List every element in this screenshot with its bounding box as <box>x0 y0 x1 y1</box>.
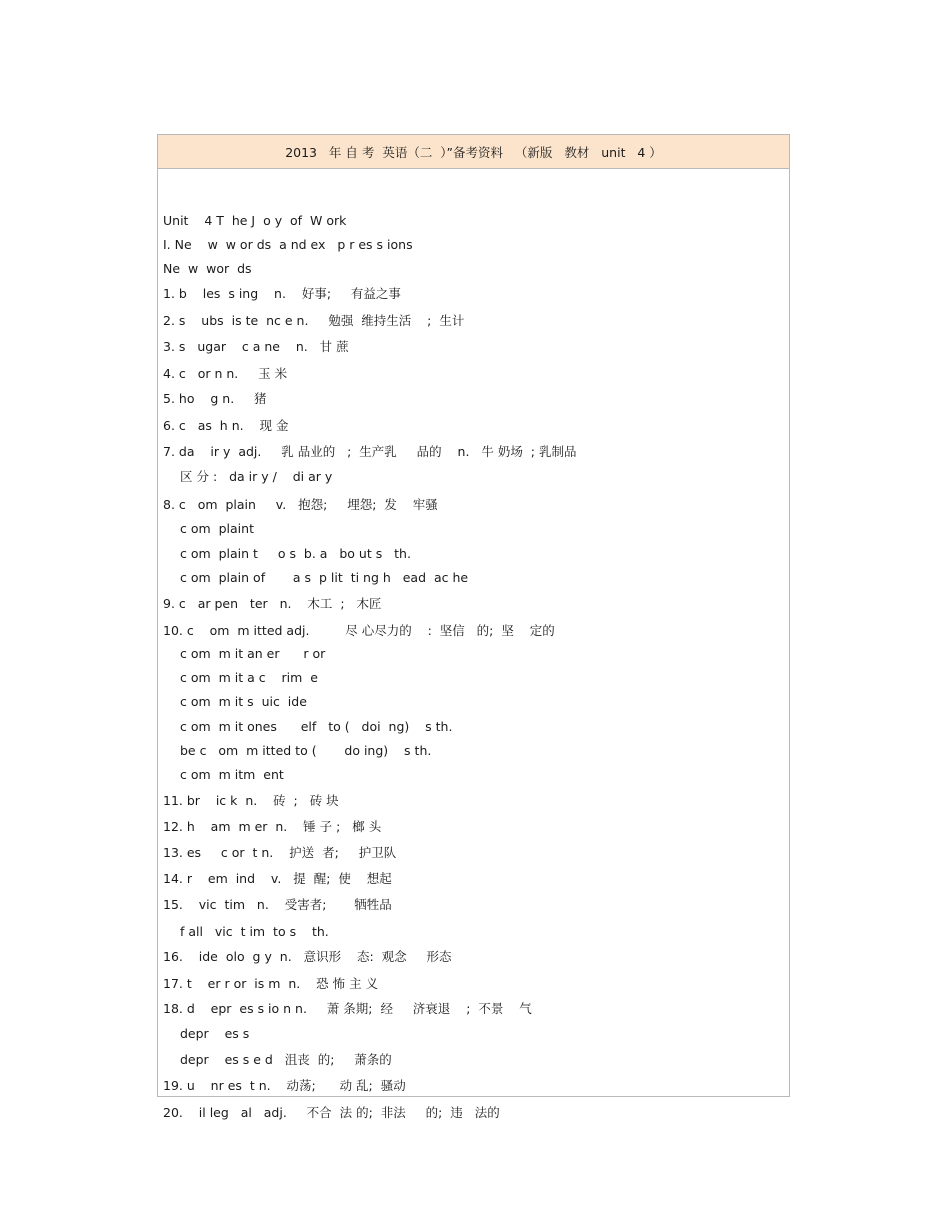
vocab-line: c om plain t o s b. a bo ut s th. <box>180 546 411 561</box>
vocab-line: 17. t er r or is m n. 恐 怖 主 义 <box>163 976 379 991</box>
vocab-line: 16. ide olo g y n. 意识形 态: 观念 形态 <box>163 949 452 964</box>
vocab-line: Unit 4 T he J o y of W ork <box>163 213 347 228</box>
vocab-line: f all vic t im to s th. <box>180 924 329 939</box>
vocab-line: c om m itm ent <box>180 767 284 782</box>
vocab-line: 区 分 : da ir y / di ar y <box>180 469 333 484</box>
vocab-line: Ne w wor ds <box>163 261 252 276</box>
vocab-line: 1. b les s ing n. 好事; 有益之事 <box>163 286 401 301</box>
vocab-line: 10. c om m itted adj. 尽 心尽力的 : 坚信 的; 坚 定的 <box>163 623 555 638</box>
vocab-line: c om m it s uic ide <box>180 694 307 709</box>
vocab-line: 9. c ar pen ter n. 木工 ; 木匠 <box>163 596 382 611</box>
vocab-line: 18. d epr es s io n n. 萧 条期; 经 济衰退 ; 不景 气 <box>163 1001 532 1016</box>
vocab-line: c om plaint <box>180 521 254 536</box>
vocab-line: 19. u nr es t n. 动荡; 动 乱; 骚动 <box>163 1078 406 1093</box>
vocab-line: I. Ne w w or ds a nd ex p r es s ions <box>163 237 413 252</box>
vocab-line: c om plain of a s p lit ti ng h ead ac he <box>180 570 469 585</box>
vocab-line: 20. il leg al adj. 不合 法 的; 非法 的; 违 法的 <box>163 1105 500 1120</box>
vocab-line: 7. da ir y adj. 乳 品业的 ; 生产乳 品的 n. 牛 奶场 ; 乳制品 <box>163 444 577 459</box>
vocab-line: 12. h am m er n. 锤 子 ; 榔 头 <box>163 819 382 834</box>
vocab-line: 3. s ugar c a ne n. 甘 蔗 <box>163 339 349 354</box>
vocab-line: c om m it a c rim e <box>180 670 318 685</box>
document-title: 2013 年 自 考 英语（二 ）”备考资料 （新版 教材 unit 4 ） <box>285 144 662 160</box>
vocab-line: 11. br ic k n. 砖 ; 砖 块 <box>163 793 339 808</box>
vocab-line: 8. c om plain v. 抱怨; 埋怨; 发 牢骚 <box>163 497 438 512</box>
document-header <box>158 135 789 169</box>
vocab-line: depr es s e d 沮丧 的; 萧条的 <box>180 1052 392 1067</box>
vocab-line: 2. s ubs is te nc e n. 勉强 维持生活 ; 生计 <box>163 313 465 328</box>
vocab-line: 14. r em ind v. 提 醒; 使 想起 <box>163 871 392 886</box>
vocab-line: c om m it ones elf to ( doi ng) s th. <box>180 719 453 734</box>
vocab-line: 6. c as h n. 现 金 <box>163 418 289 433</box>
vocab-line: c om m it an er r or <box>180 646 326 661</box>
vocab-line: 13. es c or t n. 护送 者; 护卫队 <box>163 845 397 860</box>
vocab-line: 4. c or n n. 玉 米 <box>163 366 288 381</box>
vocab-line: depr es s <box>180 1026 250 1041</box>
vocabulary-document <box>157 134 790 1120</box>
vocab-line: 15. vic tim n. 受害者; 牺牲品 <box>163 897 392 912</box>
vocab-line: 5. ho g n. 猪 <box>163 391 267 406</box>
vocab-line: be c om m itted to ( do ing) s th. <box>180 743 432 758</box>
